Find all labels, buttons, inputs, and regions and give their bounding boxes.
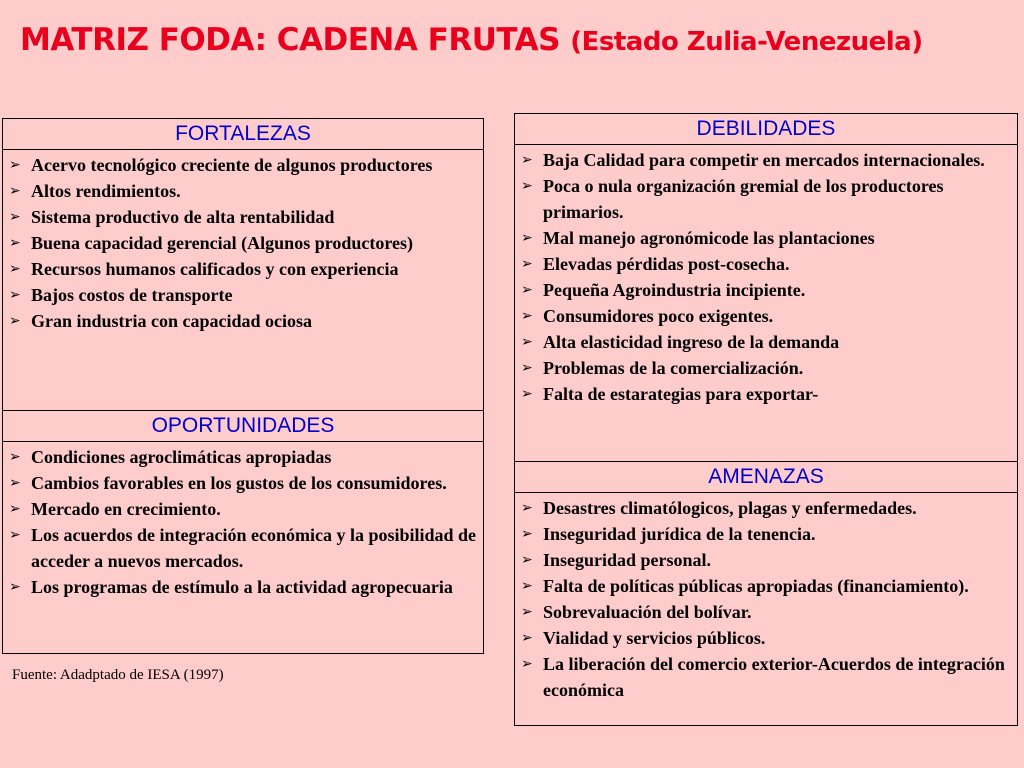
arrow-bullet-icon: ➢ <box>9 183 21 199</box>
arrow-bullet-icon: ➢ <box>9 501 21 517</box>
list-item-text: Elevadas pérdidas post-cosecha. <box>543 254 790 274</box>
list-item-text: Inseguridad jurídica de la tenencia. <box>543 524 816 544</box>
arrow-bullet-icon: ➢ <box>521 256 533 272</box>
left-matrix-box <box>2 118 484 654</box>
list-item-text: Bajos costos de transporte <box>31 285 233 305</box>
list-item <box>519 303 1011 329</box>
arrow-bullet-icon: ➢ <box>521 360 533 376</box>
list-item-text: Desastres climatólogicos, plagas y enfermedades. <box>543 498 917 518</box>
oportunidades-list <box>3 442 483 600</box>
list-item-text: Los programas de estímulo a la actividad agropecuaria <box>31 577 453 597</box>
arrow-bullet-icon: ➢ <box>9 313 21 329</box>
source-note: Fuente: Adadptado de IESA (1997) <box>12 667 224 683</box>
list-item <box>7 152 477 178</box>
list-item <box>7 574 477 600</box>
list-item <box>7 444 477 470</box>
list-item <box>519 355 1011 381</box>
fortalezas-heading: FORTALEZAS <box>3 119 483 150</box>
list-item <box>519 651 1011 703</box>
list-item-text: Inseguridad personal. <box>543 550 712 570</box>
arrow-bullet-icon: ➢ <box>521 552 533 568</box>
arrow-bullet-icon: ➢ <box>521 152 533 168</box>
amenazas-heading: AMENAZAS <box>515 461 1017 493</box>
list-item <box>7 230 477 256</box>
arrow-bullet-icon: ➢ <box>521 386 533 402</box>
list-item-text: Problemas de la comercialización. <box>543 358 804 378</box>
list-item-text: Acervo tecnológico creciente de algunos productores <box>31 155 433 175</box>
list-item <box>7 496 477 522</box>
list-item <box>519 251 1011 277</box>
list-item-text: Mercado en crecimiento. <box>31 499 221 519</box>
debilidades-list <box>515 145 1017 461</box>
list-item <box>519 381 1011 407</box>
arrow-bullet-icon: ➢ <box>9 209 21 225</box>
arrow-bullet-icon: ➢ <box>521 630 533 646</box>
arrow-bullet-icon: ➢ <box>521 282 533 298</box>
right-matrix-box <box>514 113 1018 726</box>
list-item-text: Consumidores poco exigentes. <box>543 306 774 326</box>
list-item <box>519 277 1011 303</box>
list-item <box>7 204 477 230</box>
list-item-text: Baja Calidad para competir en mercados internacionales. <box>543 150 985 170</box>
list-item-text: Falta de estarategias para exportar- <box>543 384 819 404</box>
list-item <box>7 256 477 282</box>
arrow-bullet-icon: ➢ <box>9 475 21 491</box>
list-item <box>7 308 477 334</box>
list-item-text: Los acuerdos de integración económica y la posibilidad de acceder a nuevos mercados. <box>31 525 477 571</box>
list-item <box>519 225 1011 251</box>
arrow-bullet-icon: ➢ <box>9 579 21 595</box>
arrow-bullet-icon: ➢ <box>521 500 533 516</box>
list-item-text: Pequeña Agroindustria incipiente. <box>543 280 806 300</box>
list-item <box>519 329 1011 355</box>
list-item-text: Buena capacidad gerencial (Algunos productores) <box>31 233 414 253</box>
list-item <box>7 470 477 496</box>
arrow-bullet-icon: ➢ <box>9 449 21 465</box>
list-item-text: Vialidad y servicios públicos. <box>543 628 766 648</box>
title-sub: (Estado Zulia-Venezuela) <box>570 27 923 57</box>
arrow-bullet-icon: ➢ <box>521 604 533 620</box>
oportunidades-heading: OPORTUNIDADES <box>3 410 483 442</box>
arrow-bullet-icon: ➢ <box>521 308 533 324</box>
list-item <box>519 625 1011 651</box>
arrow-bullet-icon: ➢ <box>9 527 21 543</box>
arrow-bullet-icon: ➢ <box>521 526 533 542</box>
fortalezas-list <box>3 150 483 410</box>
list-item-text: Poca o nula organización gremial de los productores primarios. <box>543 176 944 222</box>
arrow-bullet-icon: ➢ <box>521 656 533 672</box>
list-item <box>519 147 1011 173</box>
arrow-bullet-icon: ➢ <box>9 261 21 277</box>
list-item-text: Sobrevaluación del bolívar. <box>543 602 752 622</box>
arrow-bullet-icon: ➢ <box>9 287 21 303</box>
list-item-text: Altos rendimientos. <box>31 181 181 201</box>
arrow-bullet-icon: ➢ <box>521 578 533 594</box>
amenazas-list <box>515 493 1017 703</box>
list-item-text: Falta de políticas públicas apropiadas (financiamiento). <box>543 576 969 596</box>
list-item <box>519 599 1011 625</box>
list-item <box>7 522 477 574</box>
list-item-text: Recursos humanos calificados y con experiencia <box>31 259 399 279</box>
title-main: MATRIZ FODA: CADENA FRUTAS <box>20 22 560 58</box>
list-item <box>519 573 1011 599</box>
list-item <box>7 178 477 204</box>
arrow-bullet-icon: ➢ <box>521 334 533 350</box>
arrow-bullet-icon: ➢ <box>521 178 533 194</box>
list-item <box>519 547 1011 573</box>
list-item-text: Sistema productivo de alta rentabilidad <box>31 207 335 227</box>
list-item-text: Alta elasticidad ingreso de la demanda <box>543 332 840 352</box>
arrow-bullet-icon: ➢ <box>9 235 21 251</box>
list-item-text: Condiciones agroclimáticas apropiadas <box>31 447 332 467</box>
list-item-text: La liberación del comercio exterior-Acuerdos de integración económica <box>543 654 1005 700</box>
list-item-text: Mal manejo agronómicode las plantaciones <box>543 228 875 248</box>
arrow-bullet-icon: ➢ <box>9 157 21 173</box>
debilidades-heading: DEBILIDADES <box>515 114 1017 145</box>
arrow-bullet-icon: ➢ <box>521 230 533 246</box>
list-item <box>519 495 1011 521</box>
list-item-text: Cambios favorables en los gustos de los consumidores. <box>31 473 447 493</box>
list-item <box>519 521 1011 547</box>
page-title <box>20 22 923 58</box>
list-item <box>7 282 477 308</box>
list-item <box>519 173 1011 225</box>
list-item-text: Gran industria con capacidad ociosa <box>31 311 313 331</box>
